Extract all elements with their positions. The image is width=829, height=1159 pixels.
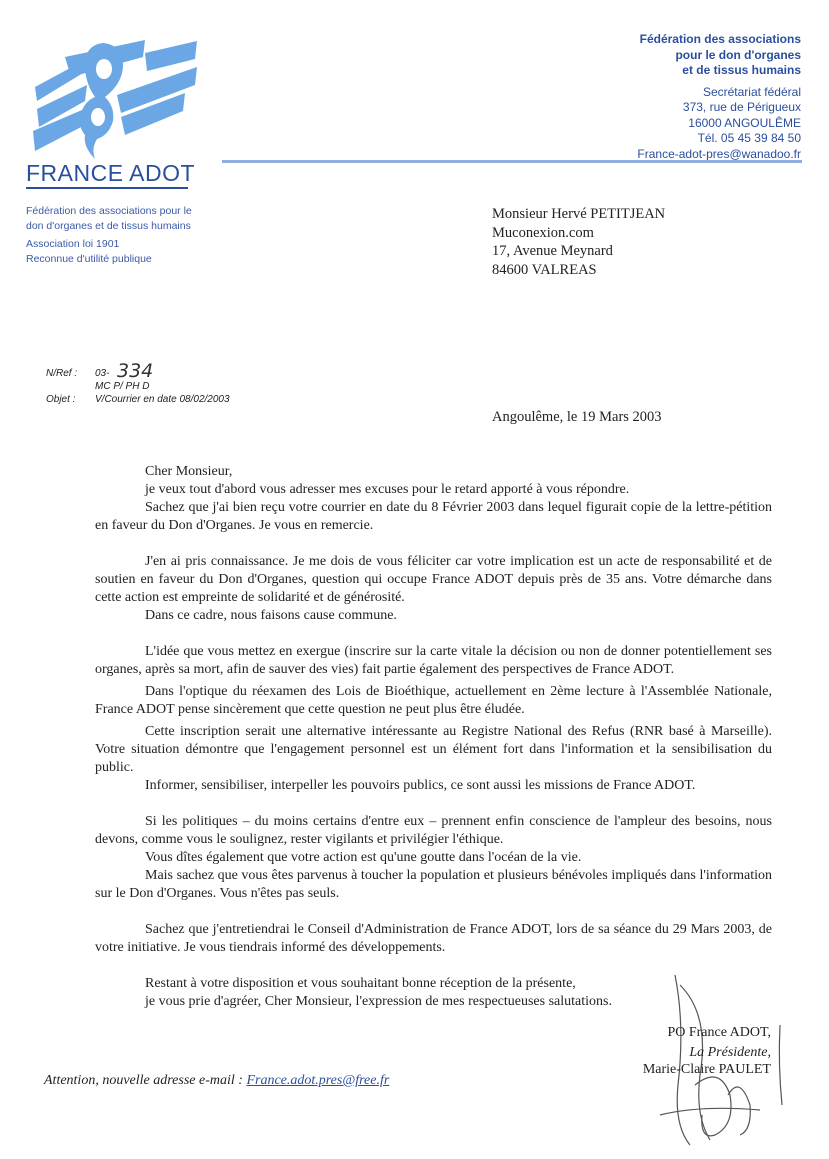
paragraph: Cette inscription serait une alternative intéressante au Registre National des Refus (RNR basé à Marseille). Votre situation démontre que l'engagement personnel est un élément fort dans l'information et la sensibilisation du public. xyxy=(95,724,772,775)
federation-title-line: et de tissus humains xyxy=(682,63,801,77)
recipient-line: 17, Avenue Meynard xyxy=(492,243,613,259)
objet-label: Objet : xyxy=(46,394,76,405)
federation-title-line: Fédération des associations xyxy=(639,32,801,46)
contact-line: 16000 ANGOULÊME xyxy=(688,115,801,130)
contact-email: France-adot-pres@wanadoo.fr xyxy=(637,146,801,161)
nref-handwritten-number: 334 xyxy=(117,360,154,382)
footer-label: Attention, nouvelle adresse e-mail : xyxy=(44,1073,243,1088)
contact-phone: Tél. 05 45 39 84 50 xyxy=(697,131,801,145)
paragraph: J'en ai pris connaissance. Je me dois de vous féliciter car votre implication est un acte de responsabilité et de soutien en faveur du Don d'Organes, question qui occupe France ADOT depuis près de 35 ans. Votre démarche dans cette action est empreinte de solidarité et de générosité. xyxy=(95,554,772,605)
left-status-line: Reconnue d'utilité publique xyxy=(26,253,152,265)
paragraph: Dans ce cadre, nous faisons cause commune. xyxy=(145,608,397,623)
paragraph: Sachez que j'ai bien reçu votre courrier en date du 8 Février 2003 dans lequel figurait copie de la lettre-pétition en faveur du Don d'Organes. Je vous en remercie. xyxy=(95,500,772,533)
recipient-line: Monsieur Hervé PETITJEAN xyxy=(492,206,666,222)
nref-value: 03- xyxy=(95,368,110,379)
recipient-line: Muconexion.com xyxy=(492,224,594,241)
letter-body xyxy=(95,463,772,1011)
signature-org: PO France ADOT, xyxy=(667,1025,771,1040)
objet-value: V/Courrier en date 08/02/2003 xyxy=(95,394,230,405)
signature-role: La Présidente, xyxy=(689,1045,771,1060)
paragraph: Mais sachez que vous êtes parvenus à toucher la population et plusieurs bénévoles impliqués dans l'information sur le Don d'Organes. Vous n'êtes pas seuls. xyxy=(95,868,772,901)
left-subtitle xyxy=(26,204,192,234)
brand-underline xyxy=(26,187,188,189)
brand-name: FRANCE ADOT xyxy=(26,160,196,186)
paragraph: Dans l'optique du réexamen des Lois de Bioéthique, actuellement en 2ème lecture à l'Assemblée Nationale, France ADOT pense sincèrement que cette question ne peut plus être éludée. xyxy=(95,684,772,717)
recipient-address xyxy=(492,205,665,279)
nref-label: N/Ref : xyxy=(46,368,78,379)
paragraph: Informer, sensibiliser, interpeller les pouvoirs publics, ce sont aussi les missions de France ADOT. xyxy=(145,778,696,793)
footer-email-notice xyxy=(44,1073,389,1089)
paragraph: Si les politiques – du moins certains d'entre eux – prennent enfin conscience de l'ampleur des besoins, nous devons, comme vous le soulignez, rester vigilants et privilégier l'éthique. xyxy=(95,814,772,847)
contact-line: Secrétariat fédéral xyxy=(702,84,801,99)
federation-title-line: pour le don d'organes xyxy=(675,47,801,62)
recipient-line: 84600 VALREAS xyxy=(492,261,597,278)
left-status-line: Association loi 1901 xyxy=(26,238,120,250)
header-rule xyxy=(222,160,802,163)
signature-name: Marie-Claire PAULET xyxy=(642,1062,771,1077)
federation-contact-block xyxy=(637,32,801,162)
paragraph: L'idée que vous mettez en exergue (inscrire sur la carte vitale la décision ou non de donner potentiellement ses organes, après sa mort, afin de sauver des vies) fait partie également des perspectives de France ADOT. xyxy=(95,644,772,677)
left-subtitle-line: don d'organes et de tissus humains xyxy=(26,220,191,232)
left-subtitle-line: Fédération des associations pour le xyxy=(26,205,192,217)
left-status xyxy=(26,237,152,267)
paragraph: je veux tout d'abord vous adresser mes excuses pour le retard apporté à vous répondre. xyxy=(145,482,630,497)
closing-line: Restant à votre disposition et vous souhaitant bonne réception de la présente, xyxy=(145,976,576,991)
paragraph: Sachez que j'entretiendrai le Conseil d'Administration de France ADOT, lors de sa séance du 29 Mars 2003, de votre initiative. Je vous tiendrais informé des développements. xyxy=(95,922,772,955)
footer-email-link[interactable]: France.adot.pres@free.fr xyxy=(246,1073,390,1088)
reference-initials: MC P/ PH D xyxy=(95,381,150,392)
france-adot-logo xyxy=(25,35,200,165)
paragraph: Vous dîtes également que votre action est qu'une goutte dans l'océan de la vie. xyxy=(145,850,582,865)
closing-line: je vous prie d'agréer, Cher Monsieur, l'expression de mes respectueuses salutations. xyxy=(145,994,612,1009)
contact-line: 373, rue de Périgueux xyxy=(682,100,801,114)
letter-date: Angoulême, le 19 Mars 2003 xyxy=(492,409,662,425)
salutation: Cher Monsieur, xyxy=(145,464,233,479)
